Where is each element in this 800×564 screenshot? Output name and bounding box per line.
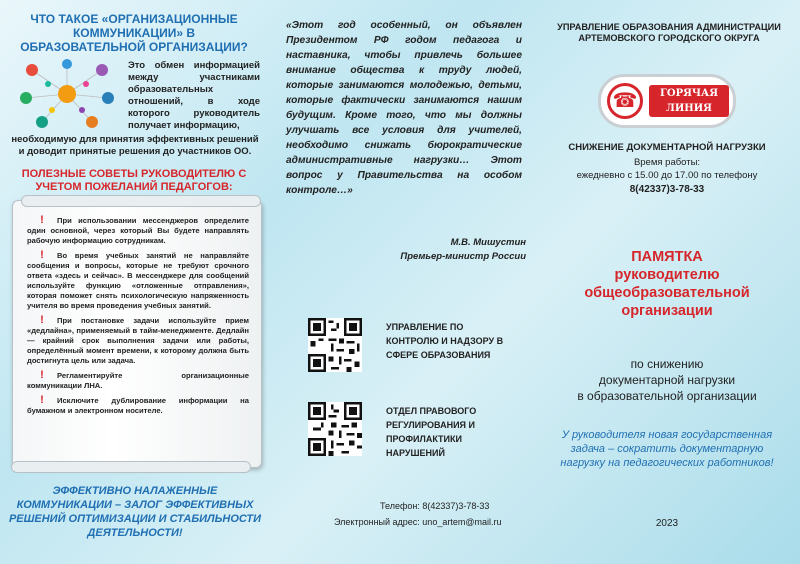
right-panel [534,0,800,564]
tip-item: ! Исключите дублирование информации на бумажном и электронном носителе. [27,394,249,415]
task-note: У руководителя новая государственная задача – сократить документарную нагрузку на педагогических работников! [560,429,774,469]
qr-label-control: УПРАВЛЕНИЕ ПО КОНТРОЛЮ И НАДЗОРУ В СФЕРЕ ОБРАЗОВАНИЯ [386,322,504,360]
scroll-curl-bottom [11,461,251,473]
middle-panel [268,0,534,564]
exclamation-icon: ! [40,394,44,406]
left-panel [0,0,268,564]
contact-phone: Телефон: 8(42337)3-78-33 [380,501,490,511]
quote-text: «Этот год особенный, он объявлен Президентом РФ годом педагога и наставника, чтобы привлечь большее внимание общества к труду людей, которые занимаются молодежью, детьми, которые фактически занимаются нашим будущим. Кроме того, что мы должны улучшать все условия для учителей, необходимо снижать бюрократические административные нагрузки… Этот вопрос у Правительства на особом контроле…» [286,20,522,196]
tips-title: ПОЛЕЗНЫЕ СОВЕТЫ РУКОВОДИТЕЛЮ С УЧЕТОМ ПОЖЕЛАНИЙ ПЕДАГОГОВ: [21,168,247,193]
hotline-phone: 8(42337)3-78-33 [629,184,705,195]
exclamation-icon: ! [40,249,44,261]
work-hours: Время работы: ежедневно с 15.00 до 17.00 по телефону [576,157,758,181]
network-icon [12,58,122,130]
hotline-label: ГОРЯЧАЯ ЛИНИЯ [649,85,729,117]
qr-code-icon[interactable] [308,402,362,456]
author-role: Премьер-министр России [400,251,526,262]
memo-title: ПАМЯТКА руководителю общеобразовательной организации [584,249,750,319]
section-title: ЧТО ТАКОЕ «ОРГАНИЗАЦИОННЫЕ КОММУНИКАЦИИ» В ОБРАЗОВАТЕЛЬНОЙ ОРГАНИЗАЦИИ? [20,12,248,54]
tip-item: ! При использовании мессенджеров определите один основной, через который Вы будете направлять рабочую информацию сотрудникам. [27,214,249,245]
hotline-badge [598,74,736,128]
tip-item: ! Во время учебных занятий не направляйте сообщения и вопросы, которые не требуют срочного ответа «здесь и сейчас». В мессенджере для сообщений используйте функцию «отложенные отправления», которая поможет снять психологическую напряженность учителя во время проведения учебных занятий. [27,249,249,310]
scroll-curl-top [21,195,261,207]
organization-name: УПРАВЛЕНИЕ ОБРАЗОВАНИЯ АДМИНИСТРАЦИИ АРТЕМОВСКОГО ГОРОДСКОГО ОКРУГА [557,22,781,43]
tips-list [27,215,249,420]
quote-author [288,236,526,264]
intro-text-continued: необходимую для принятия эффективных решений и доводит принятые решения до участников ОО. [11,134,259,157]
exclamation-icon: ! [40,314,44,326]
memo-subtitle: по снижению документарной нагрузки в образовательной организации [577,357,757,403]
tips-scroll [12,200,262,468]
contact-email[interactable]: Электронный адрес: uno_artem@mail.ru [334,517,502,527]
exclamation-icon: ! [40,369,44,381]
intro-text: Это обмен информацией между участниками образовательных отношений, в ходе которого руководитель получает информацию, [128,60,260,131]
hotline-topic: СНИЖЕНИЕ ДОКУМЕНТАРНОЙ НАГРУЗКИ [568,142,766,153]
tip-item: ! При постановке задачи используйте прием «дедлайна», применяемый в тайм-менеджменте. Дедлайн — крайний срок выполнения задачи или работы, определённый момент времени, к которому должна быть достигнута цель или задача. [27,314,249,365]
author-name: М.В. Мишустин [450,237,526,248]
year: 2023 [655,518,679,529]
qr-label-legal: ОТДЕЛ ПРАВОВОГО РЕГУЛИРОВАНИЯ И ПРОФИЛАКТИКИ НАРУШЕНИЙ [386,406,477,458]
bottom-slogan: ЭФФЕКТИВНО НАЛАЖЕННЫЕ КОММУНИКАЦИИ – ЗАЛОГ ЭФФЕКТИВНЫХ РЕШЕНИЙ ОПТИМИЗАЦИИ И СТАБИЛЬНОСТИ ДЕЯТЕЛЬНОСТИ! [8,485,262,539]
qr-code-icon[interactable] [308,318,362,372]
tip-item: ! Регламентируйте организационные коммуникации ЛНА. [27,369,249,390]
exclamation-icon: ! [40,214,44,226]
phone-icon: ☎ [607,83,643,119]
